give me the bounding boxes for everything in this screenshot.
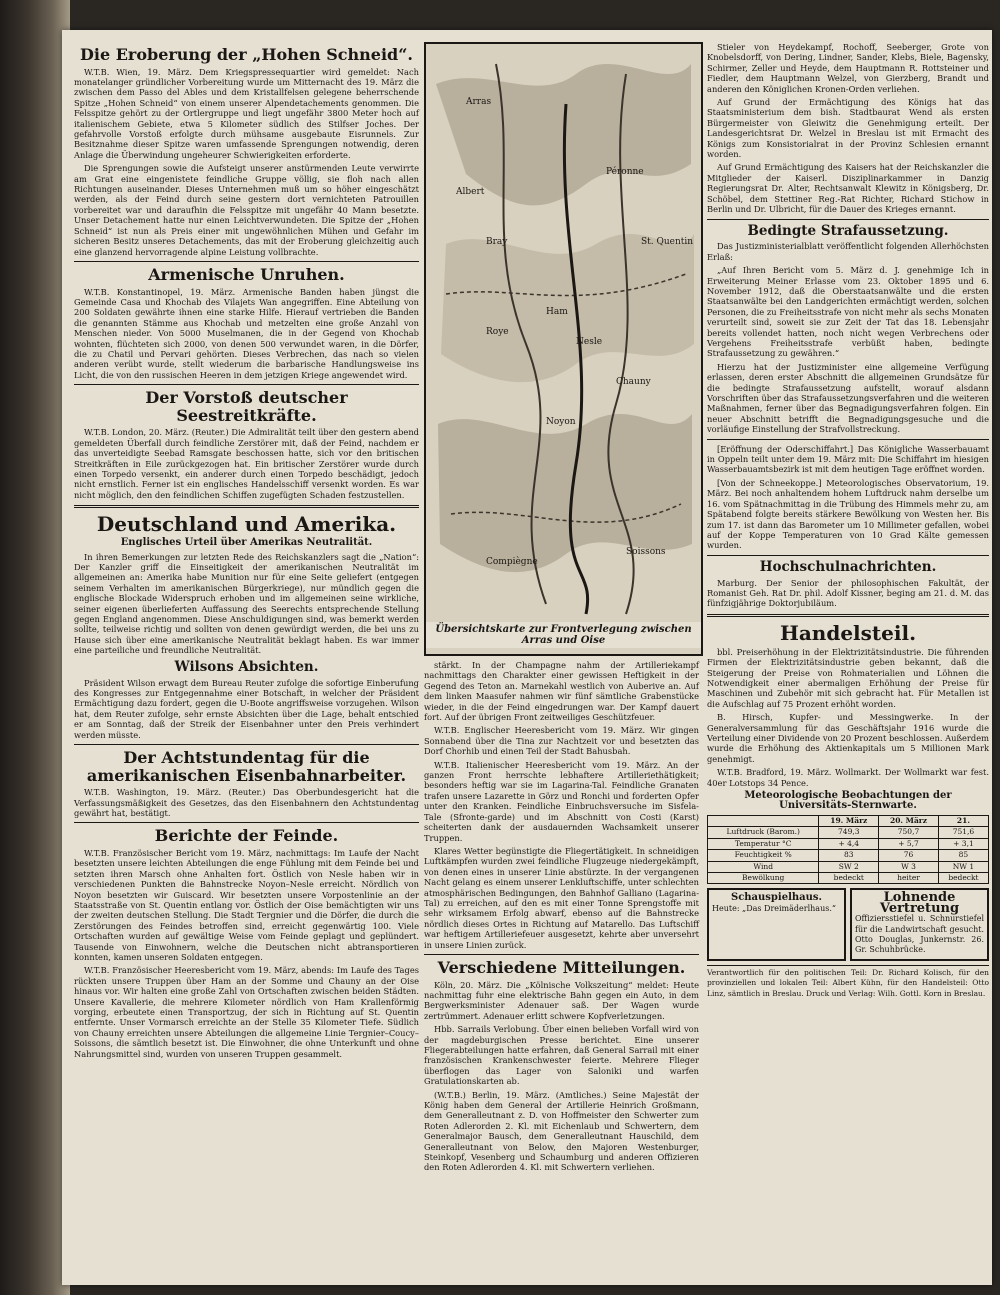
headline-strafaussetzung: Bedingte Strafaussetzung. — [747, 222, 949, 239]
ads-row — [707, 888, 989, 960]
table-header: 19. März — [819, 815, 879, 826]
divider — [74, 261, 419, 262]
table-cell: Luftdruck (Barom.) — [708, 827, 819, 838]
article-text: „Auf Ihren Bericht vom 5. März d. J. genehmige Ich in Erweiterung Meiner Erlasse vom 23. Oktober 1895 und 6. November 1912, daß die Oberstaatsanwälte und die ersten Staatsanwälte bei den Landgerichten ermächtigt werden, solchen Personen, die zu Freiheitsstrafe von nicht mehr als sechs Monaten verurteilt sind, soweit sie zur Zeit der Tat das 18. Lebensjahr bereits vollendet hatten, noch nicht wegen Verbrechens oder Vergehens Freiheitsstrafe verbüßt haben, bedingte Strafaussetzung zu gewähren.“ — [707, 265, 989, 359]
table-cell: bedeckt — [938, 872, 988, 883]
table-cell: heiter — [879, 872, 939, 883]
map-place-label: Arras — [466, 97, 492, 107]
table-cell: Wind — [708, 861, 819, 872]
headline-deutschland-amerika: Deutschland und Amerika. — [96, 512, 397, 537]
front-map — [424, 42, 703, 656]
map-place-label: Noyon — [546, 417, 576, 427]
article-text: Hierzu hat der Justizminister eine allgemeine Verfügung erlassen, deren erster Abschnitt die allgemeinen Grundsätze für die bedingte Strafaussetzung aufstellt, worauf alsdann Vorschriften über das Strafaussetzungsverfahren und die weiteren Maßnahmen, ferner über das Begnadigungsverfahren folgen. Ein neuer Abschnitt betrifft die Begnadigungsgesuche und die vorläufige Einstellung der Strafvollstreckung. — [707, 361, 989, 435]
divider — [707, 439, 989, 440]
headline-berichte-feinde: Berichte der Feinde. — [154, 826, 339, 846]
ad-schauspielhaus — [707, 888, 846, 960]
article-text: W.T.B. Bradford, 19. März. Wollmarkt. Der Wollmarkt war fest. 40er Lotstops 34 Pence. — [707, 767, 989, 788]
table-cell: 749,3 — [819, 827, 879, 838]
headline-wilsons-absichten: Wilsons Absichten. — [174, 658, 319, 675]
article-text: W.T.B. Französischer Heeresbericht vom 19. März, abends: Im Laufe des Tages rückten unsere Truppen über Ham an der Somme und Chauny an der Oise hinaus vor. Wir halten eine große Zahl von Ortschaften zwischen beiden Städten. Unsere Kavallerie, die mehrere Kilometer nördlich von Ham Krallenförmig vorging, erbeutete einen Transportzug, der sich in Richtung auf St. Quentin entfernte. Unser Vormarsch erreichte an der Stelle 35 Kilometer Tiefe. Südlich von Chauny erreichten unsere Abteilungen die allgemeine Linie Tergnier–Coucy–Soissons, die sämtlich besetzt ist. Die Einwohner, die ohne Unterkunft und ohne Nahrungsmittel sind, wurden von unseren Truppen gesammelt. — [74, 965, 419, 1059]
table-row — [708, 838, 989, 849]
table-row — [708, 872, 989, 883]
divider — [707, 219, 989, 220]
map-place-label: Albert — [456, 187, 485, 197]
table-cell: 750,7 — [879, 827, 939, 838]
table-header — [708, 815, 819, 826]
article-text: W.T.B. London, 20. März. (Reuter.) Die Admiralität teilt über den gestern abend gemeldeten Überfall durch feindliche Zerstörer mit, daß der Feind, nachdem er das unverteidigte Seebad Ramsgate beschossen hatte, sich vor den britischen Streitkräften in Eile zurückgezogen hat. Ein britischer Zerstörer wurde durch einen Torpedo versenkt, ein anderer durch einen Torpedo beschädigt, jedoch nicht ernstlich. Ferner ist ein englisches Handelsschiff versenkt worden. Es war nicht möglich, den den feindlichen Schiffen zugefügten Schaden festzustellen. — [74, 427, 419, 500]
table-cell: SW 2 — [819, 861, 879, 872]
headline-verschiedene: Verschiedene Mitteilungen. — [437, 957, 686, 977]
newspaper-page — [62, 30, 992, 1285]
map-place-label: Nesle — [576, 337, 603, 347]
article-text: W.T.B. Wien, 19. März. Dem Kriegspressequartier wird gemeldet: Nach monatelanger gründlicher Vorbereitung wurde um Mitternacht des 19. März die zwischen dem Passo del Ables und dem Kristallfelsen gelegene beherrschende Spitze „Hohen Schneid“ von einem unserer Alpendetachements genommen. Die Felsspitze gehört zu der Ortlergruppe und liegt ungefähr 3800 Meter hoch auf italienischem Gebiete, etwa 5 Kilometer südlich des Stilfser Joches. Der gefahrvolle Vorstoß erfolgte durch mühsame ausgebaute Eisrunnels. Zur Besitznahme dieser Spitze waren umfassende Sprengungen notwendig, deren Anlage die Überwindung ungeheurer Schwierigkeiten erforderte. — [74, 66, 419, 160]
map-place-label: Roye — [486, 327, 509, 337]
divider — [74, 384, 419, 385]
table-cell: 85 — [938, 850, 988, 861]
table-row — [708, 861, 989, 872]
divider — [424, 954, 699, 955]
article-text: Köln, 20. März. Die „Kölnische Volkszeitung“ meldet: Heute nachmittag fuhr eine elektrische Bahn gegen ein Auto, in dem Bergwerksminister Adenauer saß. Der Wagen wurde zertrümmert. Adenauer erlitt schwere Kopfverletzungen. — [424, 979, 699, 1021]
article-text: Präsident Wilson erwagt dem Bureau Reuter zufolge die sofortige Einberufung des Kongresses zur Entgegennahme einer Botschaft, in welcher der Präsident Ermächtigung dazu fordert, gegen die U-Boote angriffsweise vorzugehen. Wilson hat, dem Reuter zufolge, sehr ernste Absichten über die Lage, behalt entschied er am Sonntag, daß der Streik der Eisenbahner unter den Preis verhindert werden müsste. — [74, 677, 419, 740]
map-place-label: Péronne — [606, 167, 644, 177]
article-text: bbl. Preiserhöhung in der Elektrizitätsindustrie. Die führenden Firmen der Elektrizitätsindustrie geben bekannt, daß die Steigerung der Preise von Rohmaterialien und Löhnen die Notwendigkeit einer abermaligen Erhöhung der Preise für Maschinen und Zubehör mit sich gebracht hat. Für Metallen ist die Aufschlag auf 75 Prozent erhöht worden. — [707, 646, 989, 709]
article-text: Das Justizministerialblatt veröffentlicht folgenden Allerhöchsten Erlaß: — [707, 241, 989, 262]
article-text: W.T.B. Englischer Heeresbericht vom 19. März. Wir gingen Sonnabend über die Tina zur Nachtzeit vor und besetzten das Dorf Chorhib und einen Teil der Stadt Bahusbah. — [424, 725, 699, 757]
table-row — [708, 850, 989, 861]
table-cell: NW 1 — [938, 861, 988, 872]
table-header: 20. März — [879, 815, 939, 826]
article-text: Die Sprengungen sowie die Aufsteigt unserer anstürmenden Leute verwirrte am Grat eine eingenistete feindliche Gruppe völlig, sie floh nach allen Richtungen auseinander. Dieses Unternehmen muß um so höher eingeschätzt werden, als der Feind durch seine gestern dort vernichteten Patrouillen vorbereitet war und daraufhin die Felsspitze mit ungefähr 40 Mann besetzte. Unser Detachement hatte nur einen Leichtverwundeten. Die Spitze der „Hohen Schneid“ ist nun als Preis einer mit ungewöhnlichen Mühen und Gefahr im sicheren Besitz unseres Detachements, das mit der Eroberung gleichzeitig auch eine glanzend hervorragende alpine Leistung vollbrachte. — [74, 163, 419, 257]
article-text: (W.T.B.) Berlin, 19. März. (Amtliches.) Seine Majestät der König haben dem General der Artillerie Heinrich Großmann, dem Generalleutnant z. D. von Hoffmeister den Schwerter zum Roten Adlerorden 2. Kl. mit Eichenlaub und Schwertern, dem Generalmajor Bausch, dem Generalleutnant Hauschild, dem Generalleutnant von Below, den Majoren Westenburger, Steinkopf, Vesenberg und Schaumburg und anderen Offizieren den Roten Adlerorden 4. Kl. mit Schwertern verliehen. — [424, 1089, 699, 1173]
map-drawing — [426, 44, 701, 654]
article-text: Klares Wetter begünstigte die Fliegertätigkeit. In schneidigen Luftkämpfen wurden zwei feindliche Flugzeuge niedergekämpft, von denen eines in unserer Linie abstürzte. In der vergangenen Nacht gelang es einem unserer Lenkluftschiffe, unter schlechten atmosphärischen Bedingungen, den Bahnhof Galliano (Lagarina-Tal) zu erreichen, auf den es mit einer Tonne Sprengstoffe mit sehr wirksamem Erfolg abwarf, ebenso auf die Bahnstrecke nördlich dieses Ortes in Richtung auf Matarello. Das Luftschiff war heftigem Artilleriefeuer ausgesetzt, kehrte aber unversehrt in unsere Linien zurück. — [424, 845, 699, 950]
map-place-label: Chauny — [616, 377, 651, 387]
weather-title: Meteorologische Beobachtungen der Universitäts-Sternwarte. — [744, 790, 952, 812]
ad-body: Offiziersstiefel u. Schnurstiefel für die Landwirtschaft gesucht. Otto Douglas, Junkernstr. 26. Gr. Schuhbrücke. — [855, 914, 984, 955]
article-text: B. Hirsch, Kupfer- und Messingwerke. In der Generalversammlung für das Geschäftsjahr 1916 wurde die Verteilung einer Dividende von 20 Prozent beschlossen. Außerdem wurde die Erhöhung des Aktienkapitals um 5 Millionen Mark genehmigt. — [707, 712, 989, 764]
article-text: stärkt. In der Champagne nahm der Artilleriekampf nachmittags den Charakter einer gewissen Heftigkeit in der Gegend des Teton an. Marnekahl westlich von Auberive an. Auf dem linken Maasufer nahmen wir fünf sämtliche Grabenstücke wieder, in die der Feind eingedrungen war. Der Kampf dauert fort. Auf der übrigen Front zeitweiliges Geschützfeuer. — [424, 660, 699, 723]
weather-table — [707, 815, 989, 884]
article-text: Stieler von Heydekampf, Rochoff, Seeberger, Grote von Knobelsdorff, von Dering, Lindner, Sander, Klebs, Biele, Bagensky, Schirmer, Zeller und Heyde, dem Hauptmann R. Rottsteiner und Fiedler, dem Hauptmann Welzel, von Gierzberg, Brandt und anderen den Königlichen Kronen-Orden verliehen. — [707, 42, 989, 94]
article-text: W.T.B. Konstantinopel, 19. März. Armenische Banden haben jüngst die Gemeinde Casa und Khochab des Vilajets Wan angegriffen. Eine Abteilung von 200 Soldaten gewährte ihnen eine starke Hilfe. Hierauf vertrieben die Banden die genannten Stämme aus Khochab und metzelten eine große Anzahl von Menschen nieder. Von 5000 Muselmanen, die in der Gegend von Khochab wohnten, flüchteten sich 2000, von denen 500 verwundet waren, in die Dörfer, die zu Chatil und Pervari gehörten. Dieses Verbrechen, das nach so vielen anderen verübt wurde, stellt wiederum die barbarische Handlungsweise ins Licht, die von den russischen Heeren in dem jetzigen Kriege angewendet wird. — [74, 286, 419, 380]
ad-title: Schauspielhaus. — [730, 892, 823, 904]
article-text: W.T.B. Italienischer Heeresbericht vom 19. März. An der ganzen Front herrschte lebhaftere Artilleriethätigkeit; besonders heftig war sie im Lagarina-Tal. Feindliche Granaten trafen unsere Lazarette in Görz und Ronchi und forderten Opfer unter den Kranken. Feindliche Einbruchsversuche im Sisfela-Tale (Sfronte-garde) und im Abschnitt von Costi (Karst) scheiterten dank der ausdauernden Wachsamkeit unserer Truppen. — [424, 759, 699, 843]
article-text: In ihren Bemerkungen zur letzten Rede des Reichskanzlers sagt die „Nation“: Der Kanzler griff die Einseitigkeit der amerikanischen Neutralität im allgemeinen an: Amerika habe Munition nur für eine Seite geliefert (entgegen seinem Verhalten im amerikanischen Bürgerkriege), nur mündlich gegen die englische Blockade Widerspruch erhoben und im allgemeinen seine wirkliche, seiner eigenen überlieferten Auffassung des Seerechts entsprechende Stellung gegen England angenommen. Diese Anschuldigungen sind, was bemerkt werden sollte, teilweise richtig und sollten von denen gewürdigt werden, die bei uns zu Hause sich über eine amerikanische Neutralität beklagt haben. Es war immer eine parteiliche und freundliche Neutralität. — [74, 551, 419, 656]
article-text: Hbb. Sarrails Verlobung. Über einen belieben Vorfall wird von der magdeburgischen Presse berichtet. Eine unserer Fliegerabteilungen hatte erfahren, daß General Sarrail mit einer französischen Krankenschwester feierte. Mehrere Flieger überflogen das Lager von Saloniki und warfen Gratulationskarten ab. — [424, 1024, 699, 1087]
column-right — [707, 42, 989, 999]
table-cell: + 5,7 — [879, 838, 939, 849]
table-cell: 83 — [819, 850, 879, 861]
column-left — [74, 42, 419, 1062]
table-cell: + 3,1 — [938, 838, 988, 849]
map-place-label: Ham — [546, 307, 568, 317]
imprint: Verantwortlich für den politischen Teil: Dr. Richard Kolisch, für den provinziellen und lokalen Teil: Albert Kühn, für den Handelsteil: Otto Linz, sämtlich in Breslau. Druck und Verlag: Wilh. Gottl. Korn in Breslau. — [707, 965, 989, 999]
divider — [74, 744, 419, 745]
headline-armenische-unruhen: Armenische Unruhen. — [148, 264, 345, 284]
article-text: W.T.B. Französischer Bericht vom 19. März, nachmittags: Im Laufe der Nacht besetzten unsere leichten Abteilungen die enge Fühlung mit dem Feinde bei und setzten ihren Marsch ohne Anhalten fort. Östlich von Nesle haben wir in verschiedenen Punkten die Bahnstrecke Noyon–Nesle erreicht. Nördlich von Noyon besetzten wir Guiscard. Wir besetzten unsere Vorpostenlinie an der Staatsstraße von St. Quentin entlang vor. Östlich der Oise bemächtigten wir uns der zweiten deutschen Stellung. Die Stadt Tergnier und die Dörfer, die durch die Zerstörungen des Feindes betroffen sind, erreicht gegenwärtig 100. Viele Ortschaften wurden auf gewältige Weise vom Feinde geplagt und geplündert. Tausende von Einwohnern, welche die Deutschen nicht abtransportieren konnten, kamen unseren Soldaten entgegen. — [74, 847, 419, 962]
map-place-label: Compiègne — [486, 557, 538, 567]
table-cell: 751,6 — [938, 827, 988, 838]
headline-achtstundentag: Der Achtstundentag für die amerikanischen Eisenbahnarbeiter. — [86, 747, 407, 785]
divider — [707, 614, 989, 617]
table-cell: Feuchtigkeit % — [708, 850, 819, 861]
table-cell: bedeckt — [819, 872, 879, 883]
map-place-label: Bray — [486, 237, 508, 247]
map-caption: Übersichtskarte zur Frontverlegung zwischen Arras und Oise — [426, 622, 701, 648]
table-cell: W 3 — [879, 861, 939, 872]
article-text: W.T.B. Washington, 19. März. (Reuter.) Das Oberbundesgericht hat die Verfassungsmäßigkeit des Gesetzes, das den Eisenbahnern den Achtstundentag gewährt hat, bestätigt. — [74, 787, 419, 818]
article-text: Auf Grund der Ermächtigung des Königs hat das Staatsministerium dem bish. Stadtbaurat Wend als ersten Bürgermeister von Gleiwitz die Genehmigung erteilt. Der Landesgerichtsrat Dr. Welzel in Breslau ist mit Ermacht des Königs zum Konsistorialrat in der Provinz Schlesien ernannt worden. — [707, 97, 989, 160]
ad-body: Heute: „Das Dreimäderlhaus.“ — [712, 903, 836, 913]
table-cell: 76 — [879, 850, 939, 861]
divider — [707, 555, 989, 556]
article-text: Marburg. Der Senior der philosophischen Fakultät, der Romanist Geh. Rat Dr. phil. Adolf Kissner, beging am 21. d. M. das fünfzigjährige Doktorjubiläum. — [707, 577, 989, 609]
table-row — [708, 827, 989, 838]
subheadline: Englisches Urteil über Amerikas Neutralität. — [120, 537, 373, 549]
map-place-label: St. Quentin — [641, 237, 694, 247]
book-binding — [0, 0, 70, 1295]
article-text: [Eröffnung der Oderschiffahrt.] Das Königliche Wasserbauamt in Oppeln teilt unter dem 19. März mit: Die Schiffahrt im hiesigen Wasserbauamtsbezirk ist mit dem heutigen Tage eröffnet worden. — [707, 443, 989, 475]
divider — [74, 822, 419, 823]
article-text: Auf Grund Ermächtigung des Kaisers hat der Reichskanzler die Mitglieder der Kaiserl. Disziplinarkammer in Danzig Regierungsrat Dr. Alter, Rechtsanwalt Klewitz in Königsberg, Dr. Schöbel, dem Stettiner Reg.-Rat Richter, Richard Stichow in Berlin und Dr. Ulbricht, für die Dauer des Krieges ernannt. — [707, 162, 989, 215]
table-cell: Temperatur °C — [708, 838, 819, 849]
ad-title: Lohnende Vertretung — [879, 890, 960, 916]
article-text: [Von der Schneekoppe.] Meteorologisches Observatorium, 19. März. Bei noch anhaltendem hohem Luftdruck nahm derselbe um 16. vom Spätnachmittag in die Trübung des Himmels mehr zu, am Spätabend folgte bereits stärkere Bewölkung von Westen her. Bis zum 17. ist dann das Barometer um 10 Millimeter gefallen, wobei auf der Koppe Temperaturen von 10 Grad Kälte gemessen wurden. — [707, 477, 989, 551]
headline-vorstoss: Der Vorstoß deutscher Seestreitkräfte. — [145, 388, 348, 425]
headline-hochschul: Hochschulnachrichten. — [759, 558, 937, 575]
column-middle — [424, 660, 699, 1176]
ad-vertretung — [850, 888, 989, 960]
table-cell: Bewölkung — [708, 872, 819, 883]
table-header: 21. — [938, 815, 988, 826]
table-cell: + 4,4 — [819, 838, 879, 849]
headline-handelsteil: Handelsteil. — [779, 620, 917, 645]
divider — [74, 505, 419, 508]
headline-hohen-schneid: Die Eroberung der „Hohen Schneid“. — [80, 45, 413, 64]
map-place-label: Soissons — [626, 547, 666, 557]
